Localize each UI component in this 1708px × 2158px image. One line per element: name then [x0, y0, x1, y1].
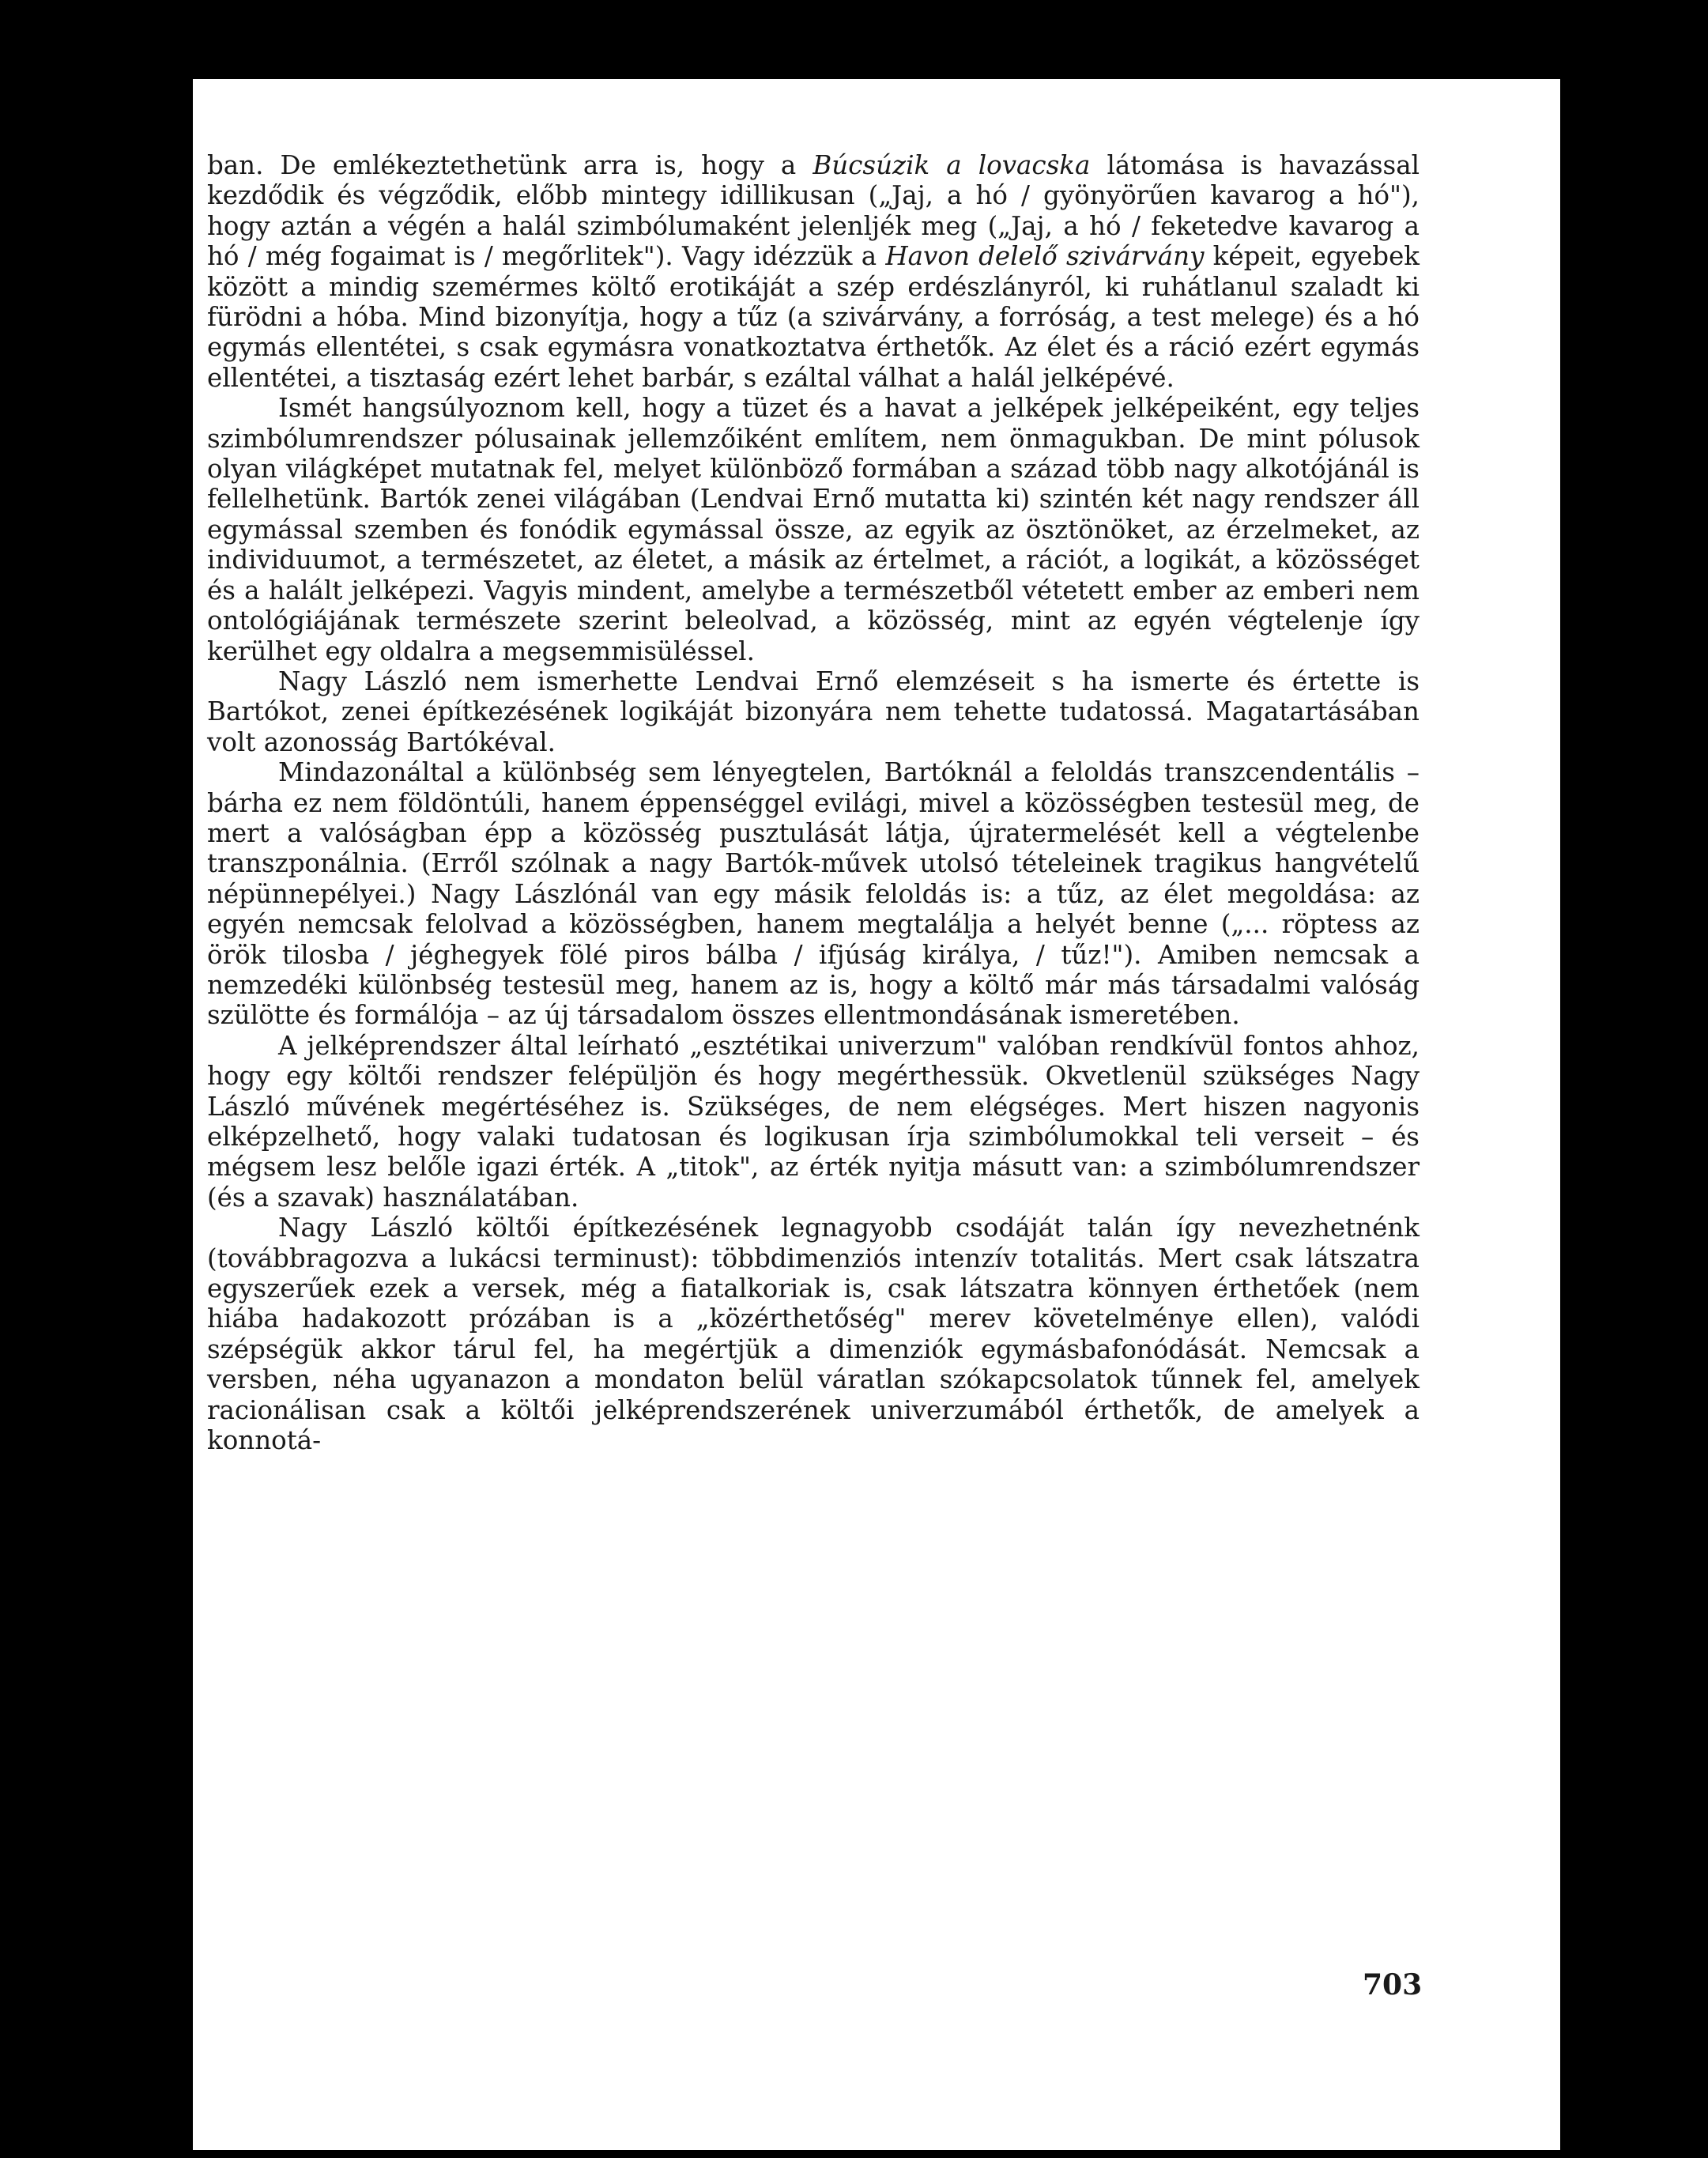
- page-number: 703: [1363, 1968, 1423, 2001]
- body-text: [207, 150, 1420, 1455]
- paragraph-2: [207, 393, 1420, 666]
- italic-title: Búcsúzik a lovacska: [813, 150, 1091, 180]
- paragraph-1: [207, 150, 1420, 393]
- paragraph-text: ban. De emlékeztethetünk arra is, hogy a: [207, 150, 813, 180]
- paragraph-text: Mindazonáltal a különbség sem lényegtelen, Bartóknál a feloldás transzcendentális – bárha ez nem földöntúli, hanem éppenséggel evilági, mivel a közösségben testesül meg, de mert a valóságban épp a közösség pusztulását látja, újratermelését kell a végtelenbe transzponálnia. (Erről szólnak a nagy Bartók-művek utolsó tételeinek tragikus hangvételű népünnepélyei.) Nagy Lászlónál van egy másik feloldás is: a tűz, az élet megoldása: az egyén nemcsak felolvad a közösségben, hanem megtalálja a helyét benne („... röptess az örök tilosba / jéghegyek fölé piros bálba / ifjúság királya, / tűz!"). Amiben nemcsak a nemzedéki különbség testesül meg, hanem az is, hogy a költő már más társadalmi valóság szülötte és formálója – az új társadalom összes ellentmondásának ismeretében.: [207, 757, 1420, 1031]
- paragraph-5: [207, 1031, 1420, 1213]
- italic-title: Havon delelő szivárvány: [885, 241, 1205, 272]
- paragraph-6: [207, 1213, 1420, 1455]
- paragraph-text: látomása is havazással kezdődik és végződik, előbb mintegy idillikusan („Jaj, a hó / gyönyörűen kavarog a hó"), hogy aztán a végén a halál szimbólumaként jelenljék meg („Jaj, a hó / feketedve kavarog a hó / még fogaimat is / megőrlitek"). Vagy idézzük a: [207, 150, 1420, 272]
- paragraph-text: Nagy László nem ismerhette Lendvai Ernő elemzéseit s ha ismerte és értette is Bartókot, zenei építkezésének logikáját bizonyára nem tehette tudatossá. Magatartásában volt azonosság Bartókéval.: [207, 666, 1420, 757]
- paragraph-3: [207, 666, 1420, 757]
- book-page: [193, 79, 1560, 2150]
- paragraph-text: képeit, egyebek között a mindig szemérmes költő erotikáját a szép erdészlányról, ki ruhátlanul szaladt ki fürödni a hóba. Mind bizonyítja, hogy a tűz (a szivárvány, a forróság, a test melege) és a hó egymás ellentétei, s csak egymásra vonatkoztatva érthetők. Az élet és a ráció ezért egymás ellentétei, a tisztaság ezért lehet barbár, s ezáltal válhat a halál jelképévé.: [207, 241, 1420, 393]
- paragraph-text: Ismét hangsúlyoznom kell, hogy a tüzet és a havat a jelképek jelképeiként, egy teljes szimbólumrendszer pólusainak jellemzőiként említem, nem önmagukban. De mint pólusok olyan világképet mutatnak fel, melyet különböző formában a század több nagy alkotójánál is fellelhetünk. Bartók zenei világában (Lendvai Ernő mutatta ki) szintén két nagy rendszer áll egymással szemben és fonódik egymással össze, az egyik az ösztönöket, az érzelmeket, az individuumot, a természetet, az életet, a másik az értelmet, a rációt, a logikát, a közösséget és a halált jelképezi. Vagyis mindent, amelybe a természetből vétetett ember az emberi nem ontológiájának természete szerint beleolvad, a közösség, mint az egyén végtelenje így kerülhet egy oldalra a megsemmisüléssel.: [207, 393, 1420, 666]
- paragraph-text: Nagy László költői építkezésének legnagyobb csodáját talán így nevezhetnénk (továbbragozva a lukácsi terminust): többdimenziós intenzív totalitás. Mert csak látszatra egyszerűek ezek a versek, még a fiatalkoriak is, csak látszatra könnyen érthetőek (nem hiába hadakozott prózában is a „közérthetőség" merev követelménye ellen), valódi szépségük akkor tárul fel, ha megértjük a dimenziók egymásbafonódását. Nemcsak a versben, néha ugyanazon a mondaton belül váratlan szókapcsolatok tűnnek fel, amelyek racionálisan csak a költői jelképrendszerének univerzumából érthetők, de amelyek a konnotá-: [207, 1213, 1420, 1456]
- paragraph-text: A jelképrendszer által leírható „esztétikai univerzum" valóban rendkívül fontos ahhoz, hogy egy költői rendszer felépüljön és hogy megérthessük. Okvetlenül szükséges Nagy László művének megértéséhez is. Szükséges, de nem elégséges. Mert hiszen nagyonis elképzelhető, hogy valaki tudatosan és logikusan írja szimbólumokkal teli verseit – és mégsem lesz belőle igazi érték. A „titok", az érték nyitja másutt van: a szimbólumrendszer (és a szavak) használatában.: [207, 1030, 1420, 1213]
- paragraph-4: [207, 757, 1420, 1031]
